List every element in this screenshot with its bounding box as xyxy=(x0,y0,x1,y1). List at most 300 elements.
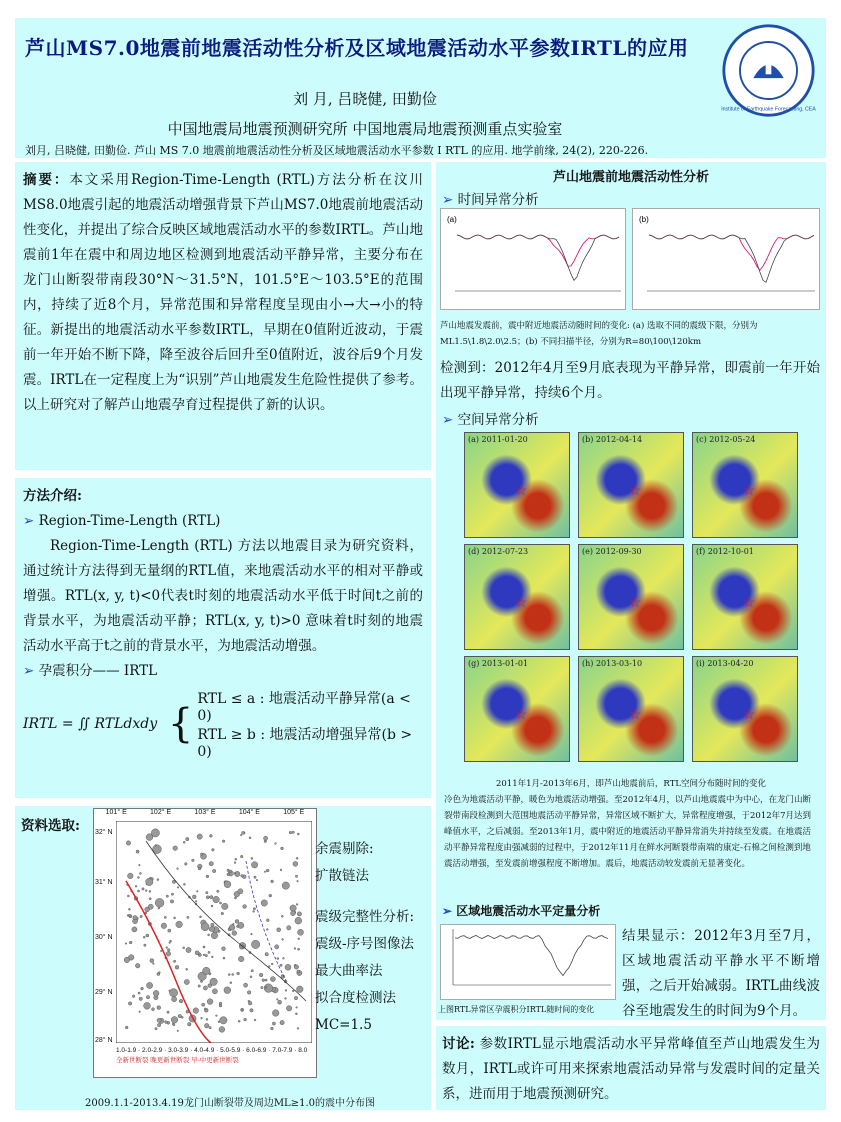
quake-dot xyxy=(224,881,231,888)
quake-dot xyxy=(139,864,141,866)
quant-title: 区域地震活动水平定量分析 xyxy=(456,904,601,918)
quake-dot xyxy=(166,895,168,897)
time-caption: 芦山地震发震前，震中附近地震活动随时间的变化: (a) 选取不同的震级下限，分别为ML1.5\1.8\2.0\2.5；(b) 不同扫描半径，分别为R=80\100\120km xyxy=(440,321,758,347)
quake-dot xyxy=(272,1022,275,1025)
quake-dot xyxy=(268,966,270,968)
quake-dot xyxy=(224,987,231,994)
quake-dot xyxy=(236,925,238,927)
quake-dot xyxy=(148,904,153,909)
lon-tick: 101° E xyxy=(105,809,127,816)
legend-item: 6.0-6.9 xyxy=(246,1047,267,1054)
quake-dot xyxy=(170,900,173,903)
quake-dot xyxy=(220,1017,227,1024)
quake-dot xyxy=(209,1027,211,1029)
quake-dot xyxy=(238,889,243,894)
quake-dot xyxy=(157,1018,161,1022)
quake-dot xyxy=(132,927,137,932)
abstract-label: 摘要： xyxy=(23,172,70,188)
quake-dot xyxy=(234,862,236,864)
quake-dot xyxy=(177,1030,179,1032)
quake-dot xyxy=(188,1022,192,1026)
quake-dot xyxy=(135,963,140,968)
quake-dot xyxy=(129,941,132,944)
lon-tick: 102° E xyxy=(150,809,172,816)
quake-dot xyxy=(146,834,153,841)
logo-text: Institute of Earthquake Forecasting, CEA xyxy=(721,106,816,113)
quake-dot xyxy=(185,863,188,866)
quake-dot xyxy=(298,938,300,940)
quake-dot xyxy=(126,841,130,845)
lat-tick: 32° N xyxy=(95,829,113,836)
quake-dot xyxy=(141,987,144,990)
quake-dot xyxy=(282,882,289,889)
rtl-map-date: (d) 2012-07-23 xyxy=(468,547,529,556)
quake-dot xyxy=(271,880,274,883)
quake-dot xyxy=(140,915,142,917)
quake-dot xyxy=(251,940,259,948)
quake-dot xyxy=(146,996,149,999)
rtl-map xyxy=(692,544,798,650)
lon-tick: 105° E xyxy=(283,809,305,816)
quake-dot xyxy=(174,917,176,919)
formula-line-2: RTL ≥ b : 地震活动增强异常(b > 0) xyxy=(197,727,413,760)
quake-dot xyxy=(285,990,287,992)
quake-dot xyxy=(251,933,253,935)
quake-dot xyxy=(219,902,221,904)
quake-dot xyxy=(271,1027,274,1030)
brace-icon: { xyxy=(167,701,194,747)
quake-dot xyxy=(155,845,157,847)
quake-dot xyxy=(208,984,212,988)
quake-dot xyxy=(256,879,258,881)
quake-dot xyxy=(208,951,210,953)
quake-dot xyxy=(251,857,253,859)
quake-dot xyxy=(128,914,130,916)
quake-dot xyxy=(211,905,213,907)
quake-dot xyxy=(145,890,147,892)
space-caption-text: 冷色为地震活动平静，暖色为地震活动增强。至2012年4月，以芦山地震震中为中心，在龙门山断裂带南段检测到大范围地震活动平静异常，异常区域不断扩大，异常程度增强，于2012年7月达到峰值水平，之后减弱。至2013年1月，震中附近的地震活动平静异常消失并持续至发震。在地震活动平静异常程度由强减弱的过程中，于2012年11月在鲜水河断裂带南端的康定-石棉之间检测到地震活动增强，至发震前增强程度不断增加。震后，地震活动较发震前无显著变化。 xyxy=(444,795,812,869)
quake-dot xyxy=(195,951,199,955)
quake-dot xyxy=(293,861,298,866)
quake-dot xyxy=(271,963,273,965)
quake-dot xyxy=(173,846,178,851)
quake-dot xyxy=(249,837,251,839)
quake-dot xyxy=(171,893,173,895)
quake-dot xyxy=(183,947,185,949)
quake-dot xyxy=(253,908,255,910)
data-item: 拟合度检测法 xyxy=(315,990,396,1006)
quake-dot xyxy=(280,964,282,966)
quake-dot xyxy=(227,873,230,876)
quake-dot xyxy=(232,974,234,976)
legend-item: 1.0-1.9 xyxy=(116,1047,137,1054)
citation: 刘月, 吕晓健, 田勤俭. 芦山 MS 7.0 地震前地震活动性分析及区域地震活动水平参数 I RTL 的应用. 地学前缘, 24(2), 220-226. xyxy=(25,144,649,157)
quake-dot xyxy=(294,948,296,950)
quake-dot xyxy=(203,946,205,948)
quake-dot xyxy=(135,885,137,887)
epicenter-plot xyxy=(116,821,312,1043)
quake-dot xyxy=(280,869,282,871)
quake-dot xyxy=(201,923,209,931)
quake-dot xyxy=(147,982,153,988)
quake-dot xyxy=(198,985,200,987)
quake-dot xyxy=(206,892,208,894)
discussion-label: 讨论: xyxy=(442,1036,475,1052)
epicenter-star-icon: ☆ xyxy=(742,594,756,611)
quake-dot xyxy=(138,992,140,994)
quake-dot xyxy=(124,957,130,963)
quake-dot xyxy=(298,948,300,950)
method-text: Region-Time-Length (RTL) 方法以地震目录为研究资料，通过统计方法得到无量纲的RTL值，来地震活动水平的相对平静或增强。RTL(x, y, t)<0代表t时刻的地震活动水平低于时间t之前的背景水平，为地震活动平静；RTL(x, y, t)>0 意味着t时刻的地震活动水平高于t之前的背景水平，为地震活动增强。 xyxy=(23,538,423,654)
quake-dot xyxy=(261,900,267,906)
quake-dot xyxy=(143,936,145,938)
quake-dot xyxy=(254,876,256,878)
quake-dot xyxy=(157,1006,161,1010)
quake-dot xyxy=(127,895,129,897)
quake-dot xyxy=(183,841,185,843)
quake-dot xyxy=(295,1013,297,1015)
quake-dot xyxy=(200,916,202,918)
discussion-panel xyxy=(436,1026,826,1110)
quake-dot xyxy=(204,1008,206,1010)
quake-dot xyxy=(297,970,300,973)
quake-dot xyxy=(167,1011,169,1013)
quake-dot xyxy=(142,888,144,890)
quake-dot xyxy=(177,887,179,889)
quake-dot xyxy=(177,868,179,870)
quake-dot xyxy=(157,1023,160,1026)
quake-dot xyxy=(139,1011,141,1013)
quake-dot xyxy=(197,891,199,893)
abstract-text: 本文采用Region-Time-Length (RTL)方法分析在汶川MS8.0地震引起的地震活动增强背景下芦山MS7.0地震前地震活动性变化，并提出了综合反映区域地震活动水平的参数IRTL。芦山地震前1年在震中和周边地区检测到地震活动平静异常，主要分布在龙门山断裂带南段30°N～31.5°N，101.5°E～103.5°E的范围内，持续了近8个月，异常范围和异常程度呈现由小→大→小的特征。新提出的地震活动水平参数IRTL，早期在0值附近波动，于震前一年开始不断下降，降至波谷后回升至0值附近，波谷后9个月发震。IRTL在一定程度上为“识别”芦山地震发生危险性提供了参考。以上研究对了解芦山地震孕育过程提供了新的认识。 xyxy=(23,172,424,413)
quake-dot xyxy=(146,934,149,937)
quake-dot xyxy=(132,995,135,998)
quake-dot xyxy=(161,923,167,929)
quake-dot xyxy=(128,908,130,910)
quake-dot xyxy=(244,1018,247,1021)
quake-dot xyxy=(296,1007,298,1009)
rtl-map-date: (h) 2013-03-10 xyxy=(582,659,643,668)
discussion-text: 参数IRTL显示地震活动水平异常峰值至芦山地震发生为数月，IRTL或许可用来探索地震活动异常与发震时间的定量关系，进而用于地震预测研究。 xyxy=(442,1036,821,1102)
quake-dot xyxy=(219,1027,225,1033)
quake-dot xyxy=(211,923,214,926)
epicenter-star-icon: ☆ xyxy=(742,706,756,723)
quake-dot xyxy=(192,895,196,899)
quake-dot xyxy=(235,858,237,860)
quake-dot xyxy=(166,947,168,949)
affiliation: 中国地震局地震预测研究所 中国地震局地震预测重点实验室 xyxy=(167,120,563,138)
quake-dot xyxy=(167,949,170,952)
quake-dot xyxy=(175,965,179,969)
institute-logo xyxy=(721,23,816,118)
epicenter-star-icon: ☆ xyxy=(742,482,756,499)
quake-dot xyxy=(228,974,230,976)
bullet-icon: ➢ xyxy=(442,904,457,918)
quake-dot xyxy=(184,979,189,984)
quake-dot xyxy=(213,896,220,903)
quake-dot xyxy=(149,898,151,900)
quake-dot xyxy=(270,977,275,982)
quake-dot xyxy=(192,859,195,862)
quake-dot xyxy=(137,877,139,879)
quake-dot xyxy=(197,834,202,839)
quake-dot xyxy=(238,1020,240,1022)
quake-dot xyxy=(159,972,161,974)
quake-dot xyxy=(298,929,304,935)
quake-dot xyxy=(212,849,215,852)
quake-dot xyxy=(206,875,209,878)
time-chart-a xyxy=(440,208,626,310)
quake-dot xyxy=(240,855,243,858)
quake-dot xyxy=(264,836,268,840)
quake-dot xyxy=(211,932,218,939)
quake-dot xyxy=(232,931,237,936)
quake-dot xyxy=(169,942,171,944)
poster-title: 芦山MS7.0地震前地震活动性分析及区域地震活动水平参数IRTL的应用 xyxy=(25,36,689,60)
quake-dot xyxy=(243,905,247,909)
quake-dot xyxy=(285,964,291,970)
quake-dot xyxy=(203,954,205,956)
data-item: 扩散链法 xyxy=(315,868,369,884)
quake-dot xyxy=(281,847,284,850)
quake-dot xyxy=(171,1017,178,1024)
quake-dot xyxy=(178,1014,181,1017)
quake-dot xyxy=(155,898,164,907)
method-label: 方法介绍: xyxy=(23,488,82,504)
quake-dot xyxy=(125,1026,128,1029)
quake-dot xyxy=(269,894,272,897)
quake-dot xyxy=(150,959,154,963)
rtl-map-grid xyxy=(440,432,822,772)
quake-dot xyxy=(275,945,279,949)
quake-dot xyxy=(265,987,267,989)
quake-dot xyxy=(251,970,253,972)
lat-tick: 30° N xyxy=(95,934,113,941)
legend-item: 2.0-2.9 xyxy=(142,1047,163,1054)
quake-dot xyxy=(208,934,210,936)
quake-dot xyxy=(201,853,203,855)
quake-dot xyxy=(168,929,171,932)
quake-dot xyxy=(241,1010,243,1012)
rtl-map-date: (b) 2012-04-14 xyxy=(582,435,643,444)
quake-dot xyxy=(233,923,235,925)
quake-dot xyxy=(172,997,177,1002)
quake-dot xyxy=(157,879,159,881)
authors: 刘 月, 吕晓健, 田勤俭 xyxy=(293,90,437,108)
lat-tick: 29° N xyxy=(95,989,113,996)
quake-dot xyxy=(283,957,285,959)
quake-dot xyxy=(205,954,207,956)
quake-dot xyxy=(244,983,248,987)
quake-dot xyxy=(242,831,245,834)
quake-dot xyxy=(230,982,232,984)
quake-dot xyxy=(169,990,171,992)
data-item: 最大曲率法 xyxy=(315,963,383,979)
quake-dot xyxy=(173,1024,175,1026)
quake-dot xyxy=(206,1018,208,1020)
quake-dot xyxy=(211,956,213,958)
irtl-chart xyxy=(440,924,616,1000)
method-panel xyxy=(15,478,431,798)
quake-dot xyxy=(187,916,189,918)
quake-dot xyxy=(289,831,292,834)
quake-dot xyxy=(240,834,242,836)
quake-dot xyxy=(149,890,151,892)
quake-dot xyxy=(238,956,244,962)
quake-dot xyxy=(275,843,277,845)
quake-dot xyxy=(173,960,175,962)
quake-dot xyxy=(234,872,236,874)
quake-dot xyxy=(266,929,268,931)
quake-dot xyxy=(198,867,201,870)
quake-dot xyxy=(238,922,244,928)
quake-dot xyxy=(209,862,213,866)
quake-dot xyxy=(287,926,291,930)
quake-dot xyxy=(295,875,297,877)
data-item: MC=1.5 xyxy=(315,1017,372,1033)
data-label: 资料选取: xyxy=(21,818,80,834)
rtl-map xyxy=(578,544,684,650)
quake-dot xyxy=(266,869,269,872)
abstract-panel xyxy=(15,162,431,470)
quake-dot xyxy=(216,1015,218,1017)
quake-dot xyxy=(291,911,296,916)
quake-dot xyxy=(210,834,213,837)
quake-dot xyxy=(201,1017,203,1019)
quake-dot xyxy=(128,1002,131,1005)
time-chart-b xyxy=(632,208,820,310)
quake-dot xyxy=(235,920,239,924)
quake-dot xyxy=(179,999,183,1003)
quake-dot xyxy=(155,1028,157,1030)
quake-dot xyxy=(254,1019,256,1021)
legend-item: 3.0-3.9 xyxy=(168,1047,189,1054)
quake-dot xyxy=(297,912,301,916)
quake-dot xyxy=(165,1021,168,1024)
quake-dot xyxy=(286,1006,291,1011)
quake-dot xyxy=(144,944,146,946)
quake-dot xyxy=(247,991,251,995)
rtl-map xyxy=(578,656,684,762)
method-sub2: 孕震积分—— IRTL xyxy=(38,663,158,679)
formula-line-1: RTL ≤ a : 地震活动平静异常(a < 0) xyxy=(197,691,411,724)
lon-tick: 104° E xyxy=(238,809,260,816)
rtl-map xyxy=(464,544,570,650)
svg-text:(b): (b) xyxy=(639,215,649,224)
quake-dot xyxy=(158,907,160,909)
rtl-map-date: (a) 2011-01-20 xyxy=(468,435,528,444)
data-item: 余震剔除: xyxy=(315,841,374,857)
rtl-map-date: (g) 2013-01-01 xyxy=(468,659,529,668)
data-panel xyxy=(15,806,431,1110)
quake-dot xyxy=(125,943,127,945)
quake-dot xyxy=(294,965,298,969)
legend-item: 7.0-7.9 xyxy=(272,1047,293,1054)
quake-dot xyxy=(259,973,263,977)
quake-dot xyxy=(253,911,255,913)
quake-dot xyxy=(250,976,252,978)
rtl-map xyxy=(464,656,570,762)
quake-dot xyxy=(210,896,213,899)
quake-dot xyxy=(248,1000,250,1002)
quake-dot xyxy=(285,998,287,1000)
quake-dot xyxy=(181,1016,183,1018)
quake-dot xyxy=(223,957,225,959)
quake-dot xyxy=(265,979,267,981)
quake-dot xyxy=(212,989,217,994)
quake-dot xyxy=(164,916,166,918)
rtl-map-date: (c) 2012-05-24 xyxy=(696,435,756,444)
quake-dot xyxy=(153,963,155,965)
quake-dot xyxy=(139,997,142,1000)
quake-dot xyxy=(237,972,240,975)
epicenter-star-icon: ☆ xyxy=(628,706,642,723)
quake-dot xyxy=(251,862,257,868)
quake-dot xyxy=(250,1009,253,1012)
lon-tick: 103° E xyxy=(194,809,216,816)
rtl-map-date: (f) 2012-10-01 xyxy=(696,547,754,556)
bullet-icon: ➢ xyxy=(23,513,39,529)
map-caption: 2009.1.1-2013.4.19龙门山断裂带及周边ML≥1.0的震中分布图 xyxy=(85,1098,375,1109)
rtl-map xyxy=(692,656,798,762)
quake-dot xyxy=(139,872,141,874)
quake-dot xyxy=(203,986,207,990)
quake-dot xyxy=(277,999,279,1001)
quake-dot xyxy=(222,903,228,909)
quake-dot xyxy=(278,1000,282,1004)
quake-dot xyxy=(146,878,153,885)
quake-dot xyxy=(222,947,226,951)
bullet-icon: ➢ xyxy=(23,663,39,679)
quake-dot xyxy=(295,917,302,924)
quake-dot xyxy=(281,915,283,917)
quake-dot xyxy=(265,953,268,956)
quake-dot xyxy=(222,840,225,843)
quake-dot xyxy=(297,833,299,835)
quake-dot xyxy=(217,890,219,892)
rtl-map xyxy=(578,432,684,538)
quake-dot xyxy=(297,880,299,882)
quake-dot xyxy=(297,986,304,993)
legend-item: 4.0-4.9 xyxy=(194,1047,215,1054)
quake-dot xyxy=(294,996,297,999)
space-caption-title: 2011年1月-2013年6月，即芦山地震前后，RTL空间分布随时间的变化 xyxy=(495,779,767,789)
data-item: 震级完整性分析: xyxy=(315,909,415,925)
quake-dot xyxy=(206,896,209,899)
quake-dot xyxy=(262,979,265,982)
quake-dot xyxy=(128,873,134,879)
quake-dot xyxy=(277,928,281,932)
data-item: 震级-序号图像法 xyxy=(315,936,415,952)
quake-dot xyxy=(160,950,162,952)
method-sub1: Region-Time-Length (RTL) xyxy=(38,513,221,529)
quake-dot xyxy=(207,999,213,1005)
quake-dot xyxy=(153,990,159,996)
svg-text:(a): (a) xyxy=(447,215,457,224)
quake-dot xyxy=(186,947,191,952)
quake-dot xyxy=(150,877,152,879)
quake-dot xyxy=(296,904,298,906)
map-legend: 1.0-1.9 · 2.0-2.9 · 3.0-3.9 · 4.0-4.9 · 5.0-5.9 · 6.0-6.9 · 7.0-7.9 · 8.0 全新世断裂 晚更新世断裂 早-中更新世断裂 xyxy=(116,1047,308,1064)
quant-caption: 上图RTL异常区孕震积分IRTL随时间的变化 xyxy=(438,1005,595,1014)
quake-dot xyxy=(152,1008,155,1011)
quant-text: 结果显示：2012年3月至7月，区域地震活动平静水平不断增强，之后开始减弱。IRTL曲线波谷至地震发生的时间为9个月。 xyxy=(622,928,820,1019)
quake-dot xyxy=(212,869,215,872)
epicenter-star-icon: ☆ xyxy=(628,482,642,499)
quake-dot xyxy=(144,1002,151,1009)
quake-dot xyxy=(292,990,294,992)
quake-dot xyxy=(272,1010,279,1017)
